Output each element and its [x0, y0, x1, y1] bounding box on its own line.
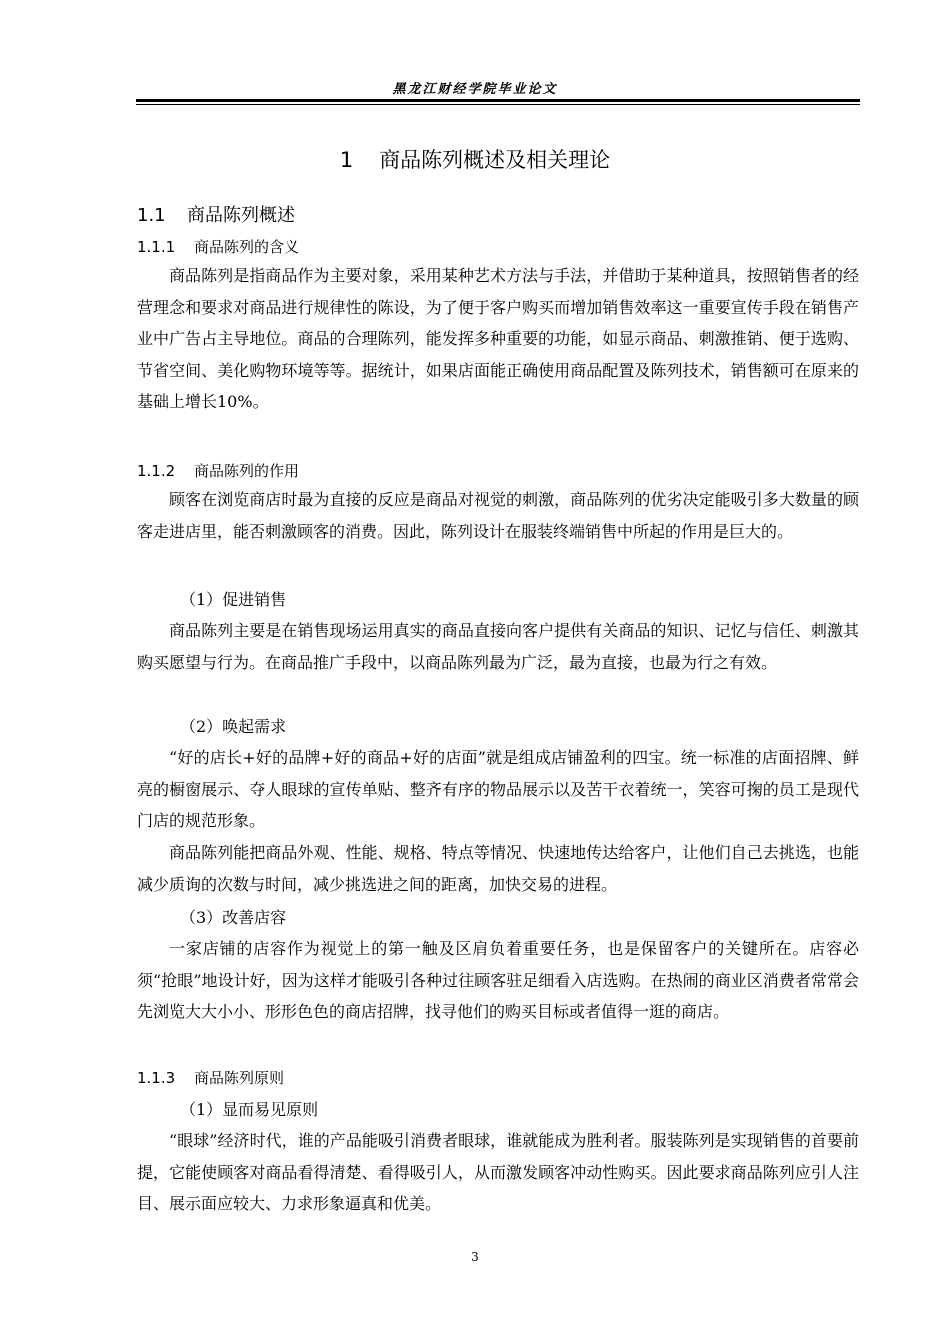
subsection-number: 1.1.3: [137, 1069, 176, 1087]
subsection-title: 商品陈列的含义: [194, 238, 300, 256]
paragraph-improve-store: 一家店铺的店容作为视觉上的第一触及区肩负着重要任务，也是保留客户的关键所在。店容必须“抢眼”地设计好，因为这样才能吸引各种过往顾客驻足细看入店选购。在热闹的商业区消费者常常会先浏览大大小小、形形色色的商店招牌，找寻他们的购买目标或者值得一逛的商店。: [137, 939, 859, 1022]
paragraph-visibility-principle: “眼球”经济时代，谁的产品能吸引消费者眼球，谁就能成为胜利者。服装陈列是实现销售的首要前提，它能使顾客对商品看得清楚、看得吸引人，从而激发顾客冲动性购买。因此要求商品陈列应引人注目、展示面应较大、力求形象逼真和优美。: [137, 1131, 859, 1214]
subsection-title: 商品陈列原则: [194, 1069, 285, 1087]
chapter-number: 1: [339, 148, 354, 172]
subsection-heading-1-1-2: [137, 460, 299, 481]
list-item-improve-store: （3）改善店容: [180, 908, 287, 927]
header-rule-thin: [136, 104, 860, 105]
list-item-arouse-demand: （2）唤起需求: [180, 717, 287, 736]
paragraph-definition: 商品陈列是指商品作为主要对象，采用某种艺术方法与手法，并借助于某种道具，按照销售者的经营理念和要求对商品进行规律性的陈设，为了便于客户购买而增加销售效率这一重要宣传手段在销售产业中广告占主导地位。商品的合理陈列，能发挥多种重要的功能，如显示商品、刺激推销、便于选购、节省空间、美化购物环境等等。据统计，如果店面能正确使用商品配置及陈列技术，销售额可在原来的基础上增长10%。: [137, 266, 859, 412]
list-item-promote-sales: （1）促进销售: [180, 590, 287, 609]
section-title: 商品陈列概述: [187, 205, 295, 226]
subsection-title: 商品陈列的作用: [194, 462, 300, 480]
subsection-number: 1.1.2: [137, 462, 176, 480]
subsection-number: 1.1.1: [137, 238, 176, 256]
subsection-heading-1-1-1: [137, 236, 299, 257]
list-item-visibility-principle: （1）显而易见原则: [180, 1100, 319, 1119]
paragraph-arouse-demand: “好的店长+好的品牌+好的商品+好的店面”就是组成店铺盈利的四宝。统一标准的店面招牌、鲜亮的橱窗展示、夺人眼球的宣传单贴、整齐有序的物品展示以及苦干衣着统一，笑容可掬的员工是现代门店的规范形象。: [137, 748, 859, 831]
header-rule-thick: [136, 99, 860, 102]
running-header: 黑龙江财经学院毕业论文: [392, 82, 558, 97]
paragraph-function-intro: 顾客在浏览商店时最为直接的反应是商品对视觉的刺激，商品陈列的优劣决定能吸引多大数量的顾客走进店里，能否刺激顾客的消费。因此，陈列设计在服装终端销售中所起的作用是巨大的。: [137, 490, 859, 541]
section-number: 1.1: [137, 205, 166, 226]
subsection-heading-1-1-3: [137, 1067, 284, 1088]
chapter-title: 商品陈列概述及相关理论: [379, 148, 611, 172]
section-heading-1-1: [137, 201, 295, 227]
paragraph-convey-info: 商品陈列能把商品外观、性能、规格、特点等情况、快速地传达给客户，让他们自己去挑选，也能减少质询的次数与时间，减少挑选进之间的距离，加快交易的进程。: [137, 843, 859, 894]
paragraph-promote-sales: 商品陈列主要是在销售现场运用真实的商品直接向客户提供有关商品的知识、记忆与信任、刺激其购买愿望与行为。在商品推广手段中，以商品陈列最为广泛，最为直接，也最为行之有效。: [137, 621, 859, 672]
page-number: 3: [471, 1250, 479, 1264]
chapter-heading: [0, 144, 950, 174]
